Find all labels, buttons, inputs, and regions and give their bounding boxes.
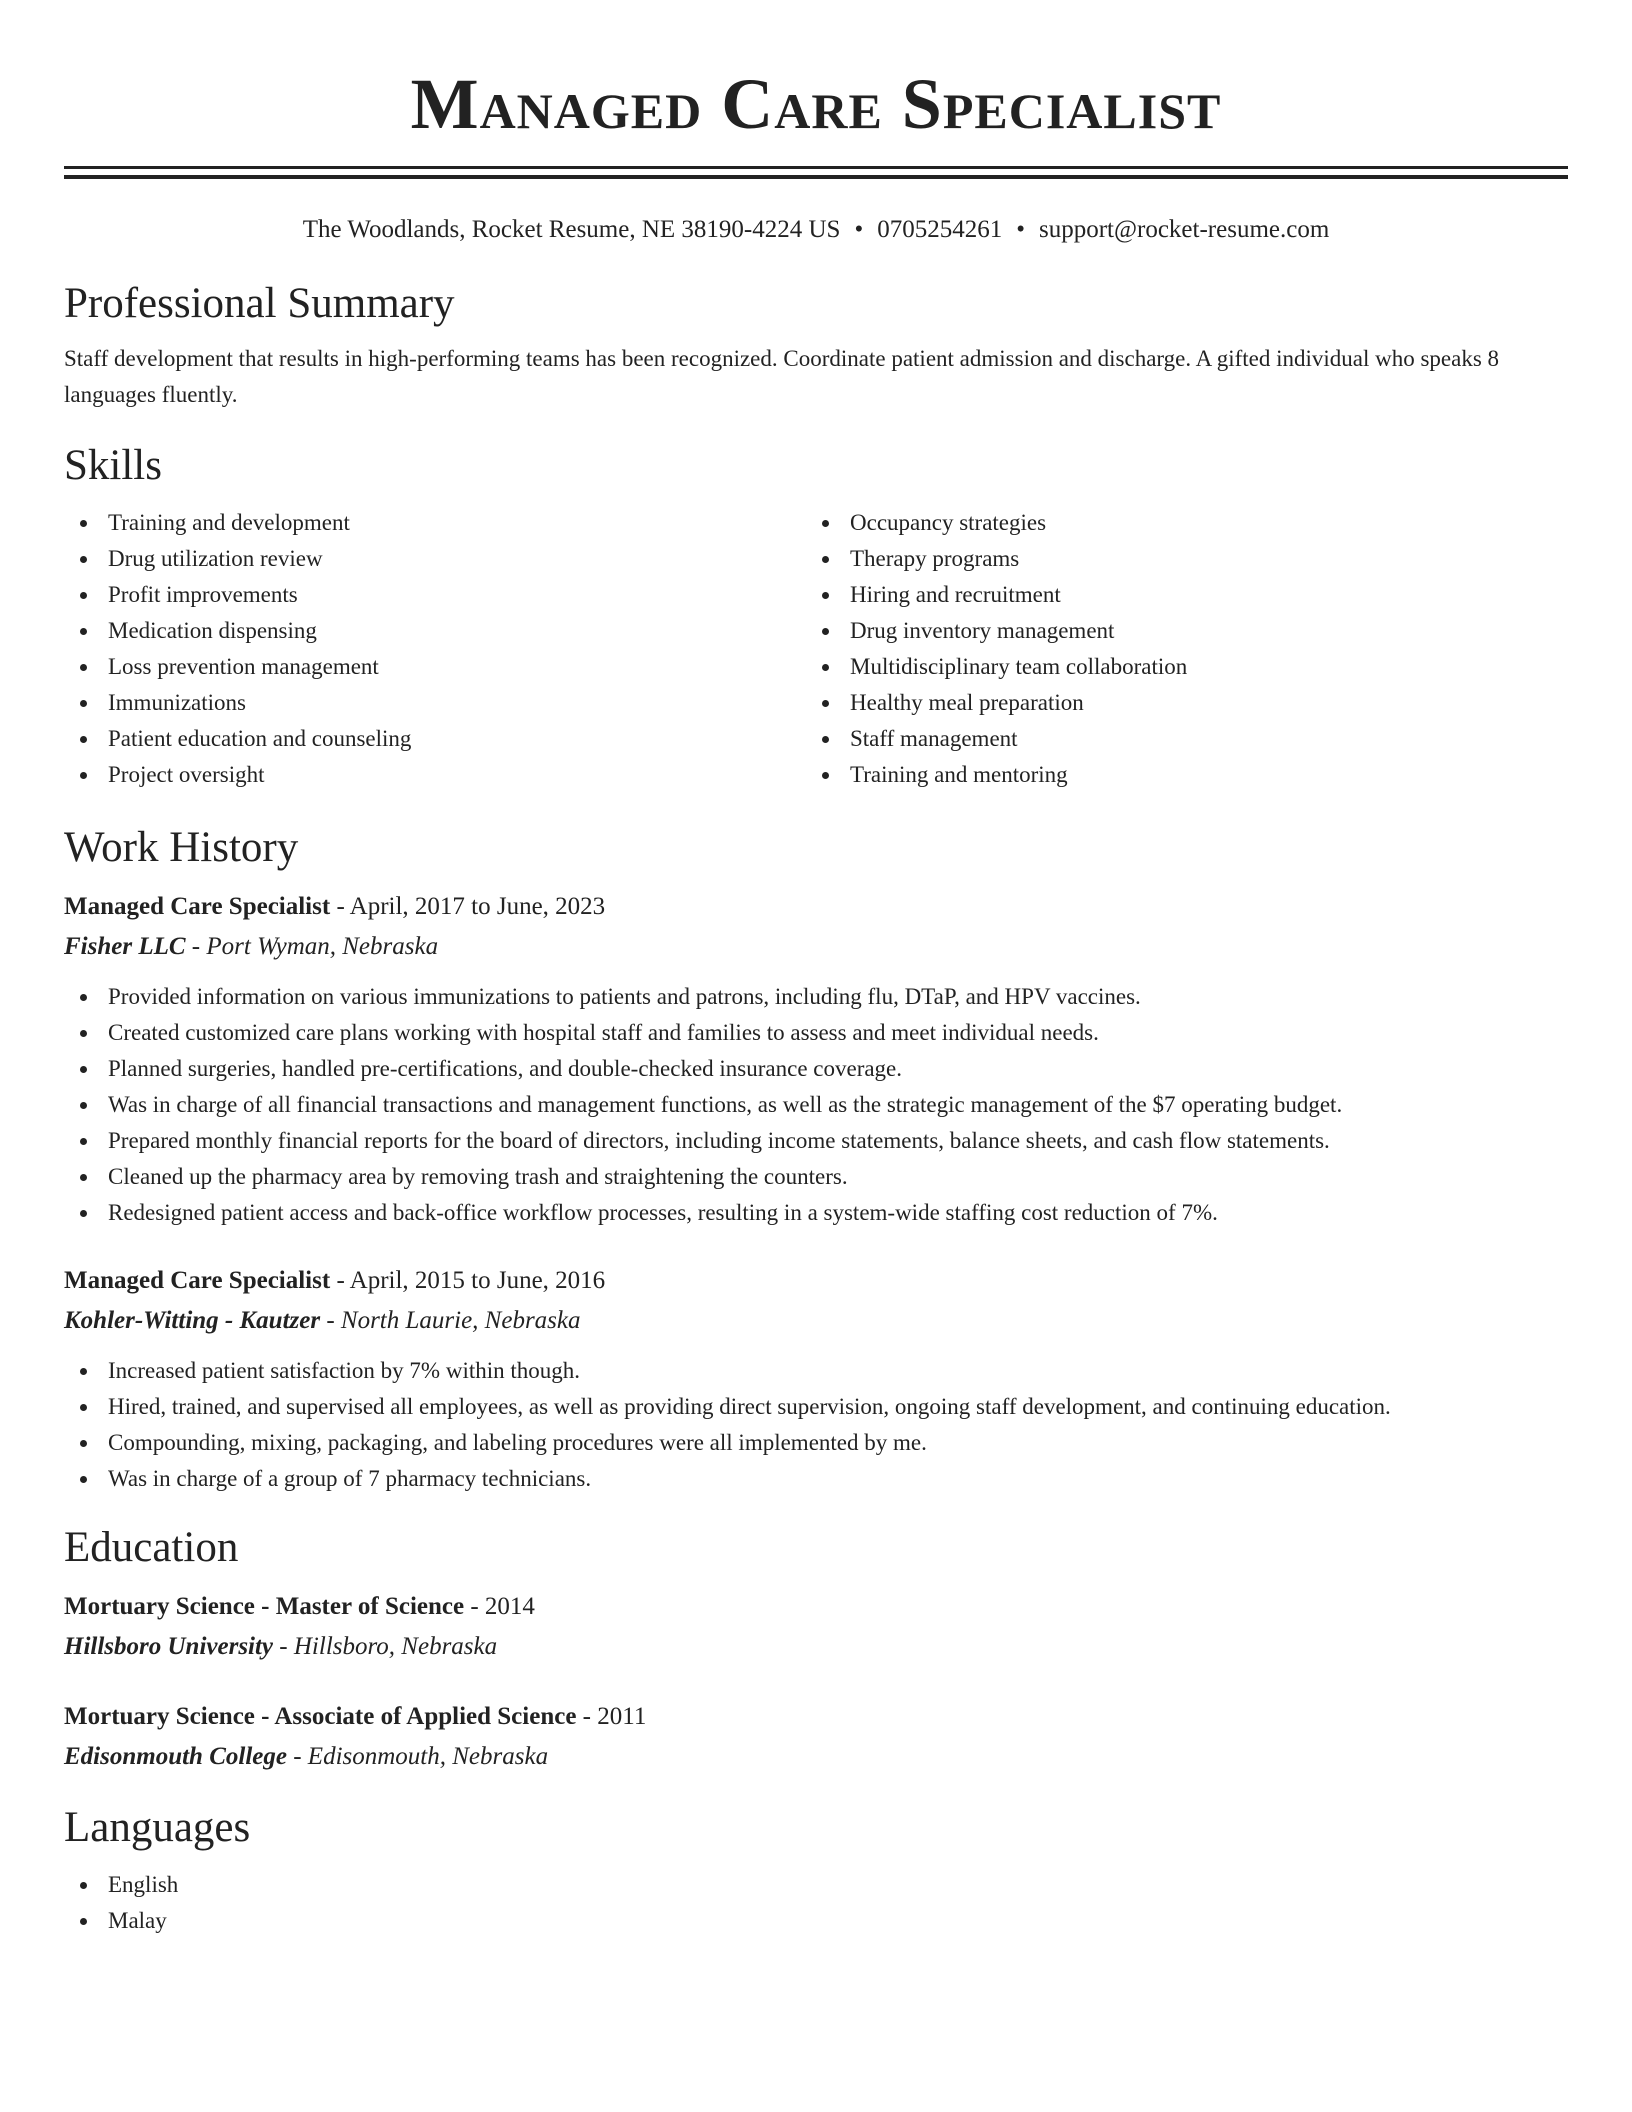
job-title-line <box>64 1261 1568 1301</box>
job-role: Managed Care Specialist <box>64 1267 331 1294</box>
job-bullets <box>64 1353 1568 1497</box>
job-company-line <box>64 927 1568 967</box>
education-entry <box>64 1697 1568 1777</box>
job-bullet: Prepared monthly financial reports for the board of directors, including income statements, balance sheets, and cash flow statements. <box>64 1123 1568 1159</box>
job-bullet: Cleaned up the pharmacy area by removing trash and straightening the counters. <box>64 1159 1568 1195</box>
job-dates: - April, 2015 to June, 2016 <box>336 1267 606 1294</box>
job-location: - Port Wyman, Nebraska <box>191 933 439 960</box>
skill-item: Profit improvements <box>64 577 806 613</box>
skill-item: Medication dispensing <box>64 613 806 649</box>
skill-item: Multidisciplinary team collaboration <box>806 649 1548 685</box>
education-degree-line <box>64 1697 1568 1737</box>
job-bullet: Compounding, mixing, packaging, and labeling procedures were all implemented by me. <box>64 1425 1568 1461</box>
contact-separator: • <box>1016 216 1025 243</box>
job-bullet: Redesigned patient access and back-office workflow processes, resulting in a system-wide staffing cost reduction of 7%. <box>64 1195 1568 1231</box>
summary-text: Staff development that results in high-performing teams has been recognized. Coordinate patient admission and discharge. A gifted individual who speaks 8 languages fluently. <box>64 346 1500 407</box>
education-degree: Mortuary Science - Master of Science <box>64 1593 465 1620</box>
summary-heading: Professional Summary <box>64 280 455 327</box>
job-title-line <box>64 887 1568 927</box>
header-divider-thin <box>64 175 1568 179</box>
skills-heading: Skills <box>64 442 162 489</box>
skill-item: Occupancy strategies <box>806 505 1548 541</box>
contact-phone: 0705254261 <box>877 216 1003 243</box>
skill-item: Loss prevention management <box>64 649 806 685</box>
contact-address: The Woodlands, Rocket Resume, NE 38190-4224 US <box>302 216 841 243</box>
education-school: Edisonmouth College <box>64 1743 287 1770</box>
job-bullet: Increased patient satisfaction by 7% within though. <box>64 1353 1568 1389</box>
job-entry <box>64 1261 1568 1497</box>
job-company: Kohler-Witting - Kautzer <box>64 1307 321 1334</box>
skill-item: Training and mentoring <box>806 757 1548 793</box>
education-school-line <box>64 1737 1568 1777</box>
skill-item: Training and development <box>64 505 806 541</box>
education-year: - 2014 <box>470 1593 535 1620</box>
contact-separator: • <box>854 216 864 243</box>
skills-list-left <box>64 505 806 793</box>
job-company: Fisher LLC <box>64 933 186 960</box>
job-bullets <box>64 979 1568 1231</box>
skills-list-right <box>806 505 1548 793</box>
education-school-line <box>64 1627 1568 1667</box>
skill-item: Immunizations <box>64 685 806 721</box>
resume-name: Managed Care Specialist <box>410 64 1222 144</box>
job-entry <box>64 887 1568 1231</box>
education-entry <box>64 1587 1568 1667</box>
header-divider-thick <box>64 166 1568 169</box>
job-location: - North Laurie, Nebraska <box>326 1307 581 1334</box>
contact-email[interactable]: support@rocket-resume.com <box>1038 216 1330 243</box>
job-bullet: Hired, trained, and supervised all employees, as well as providing direct supervision, ongoing staff development, and continuing education. <box>64 1389 1568 1425</box>
job-bullet: Provided information on various immunizations to patients and patrons, including flu, DTaP, and HPV vaccines. <box>64 979 1568 1015</box>
skill-item: Drug utilization review <box>64 541 806 577</box>
job-role: Managed Care Specialist <box>64 893 331 920</box>
education-degree-line <box>64 1587 1568 1627</box>
language-item: Malay <box>64 1903 1568 1939</box>
education-school: Hillsboro University <box>64 1633 274 1660</box>
work-history-heading: Work History <box>64 824 299 871</box>
education-location: - Hillsboro, Nebraska <box>279 1633 498 1660</box>
skill-item: Staff management <box>806 721 1548 757</box>
skill-item: Hiring and recruitment <box>806 577 1548 613</box>
job-company-line <box>64 1301 1568 1341</box>
skill-item: Patient education and counseling <box>64 721 806 757</box>
education-year: - 2011 <box>582 1703 647 1730</box>
skill-item: Healthy meal preparation <box>806 685 1548 721</box>
education-heading: Education <box>64 1524 239 1571</box>
languages-list <box>64 1867 1568 1939</box>
job-bullet: Planned surgeries, handled pre-certifications, and double-checked insurance coverage. <box>64 1051 1568 1087</box>
contact-line <box>64 215 1568 245</box>
job-bullet: Created customized care plans working with hospital staff and families to assess and meet individual needs. <box>64 1015 1568 1051</box>
language-item: English <box>64 1867 1568 1903</box>
education-location: - Edisonmouth, Nebraska <box>293 1743 549 1770</box>
skills-columns <box>64 505 1568 793</box>
education-degree: Mortuary Science - Associate of Applied Science <box>64 1703 577 1730</box>
job-dates: - April, 2017 to June, 2023 <box>336 893 606 920</box>
job-bullet: Was in charge of a group of 7 pharmacy technicians. <box>64 1461 1568 1497</box>
job-bullet: Was in charge of all financial transactions and management functions, as well as the strategic management of the $7 operating budget. <box>64 1087 1568 1123</box>
skill-item: Drug inventory management <box>806 613 1548 649</box>
languages-heading: Languages <box>64 1804 251 1851</box>
skill-item: Project oversight <box>64 757 806 793</box>
skill-item: Therapy programs <box>806 541 1548 577</box>
